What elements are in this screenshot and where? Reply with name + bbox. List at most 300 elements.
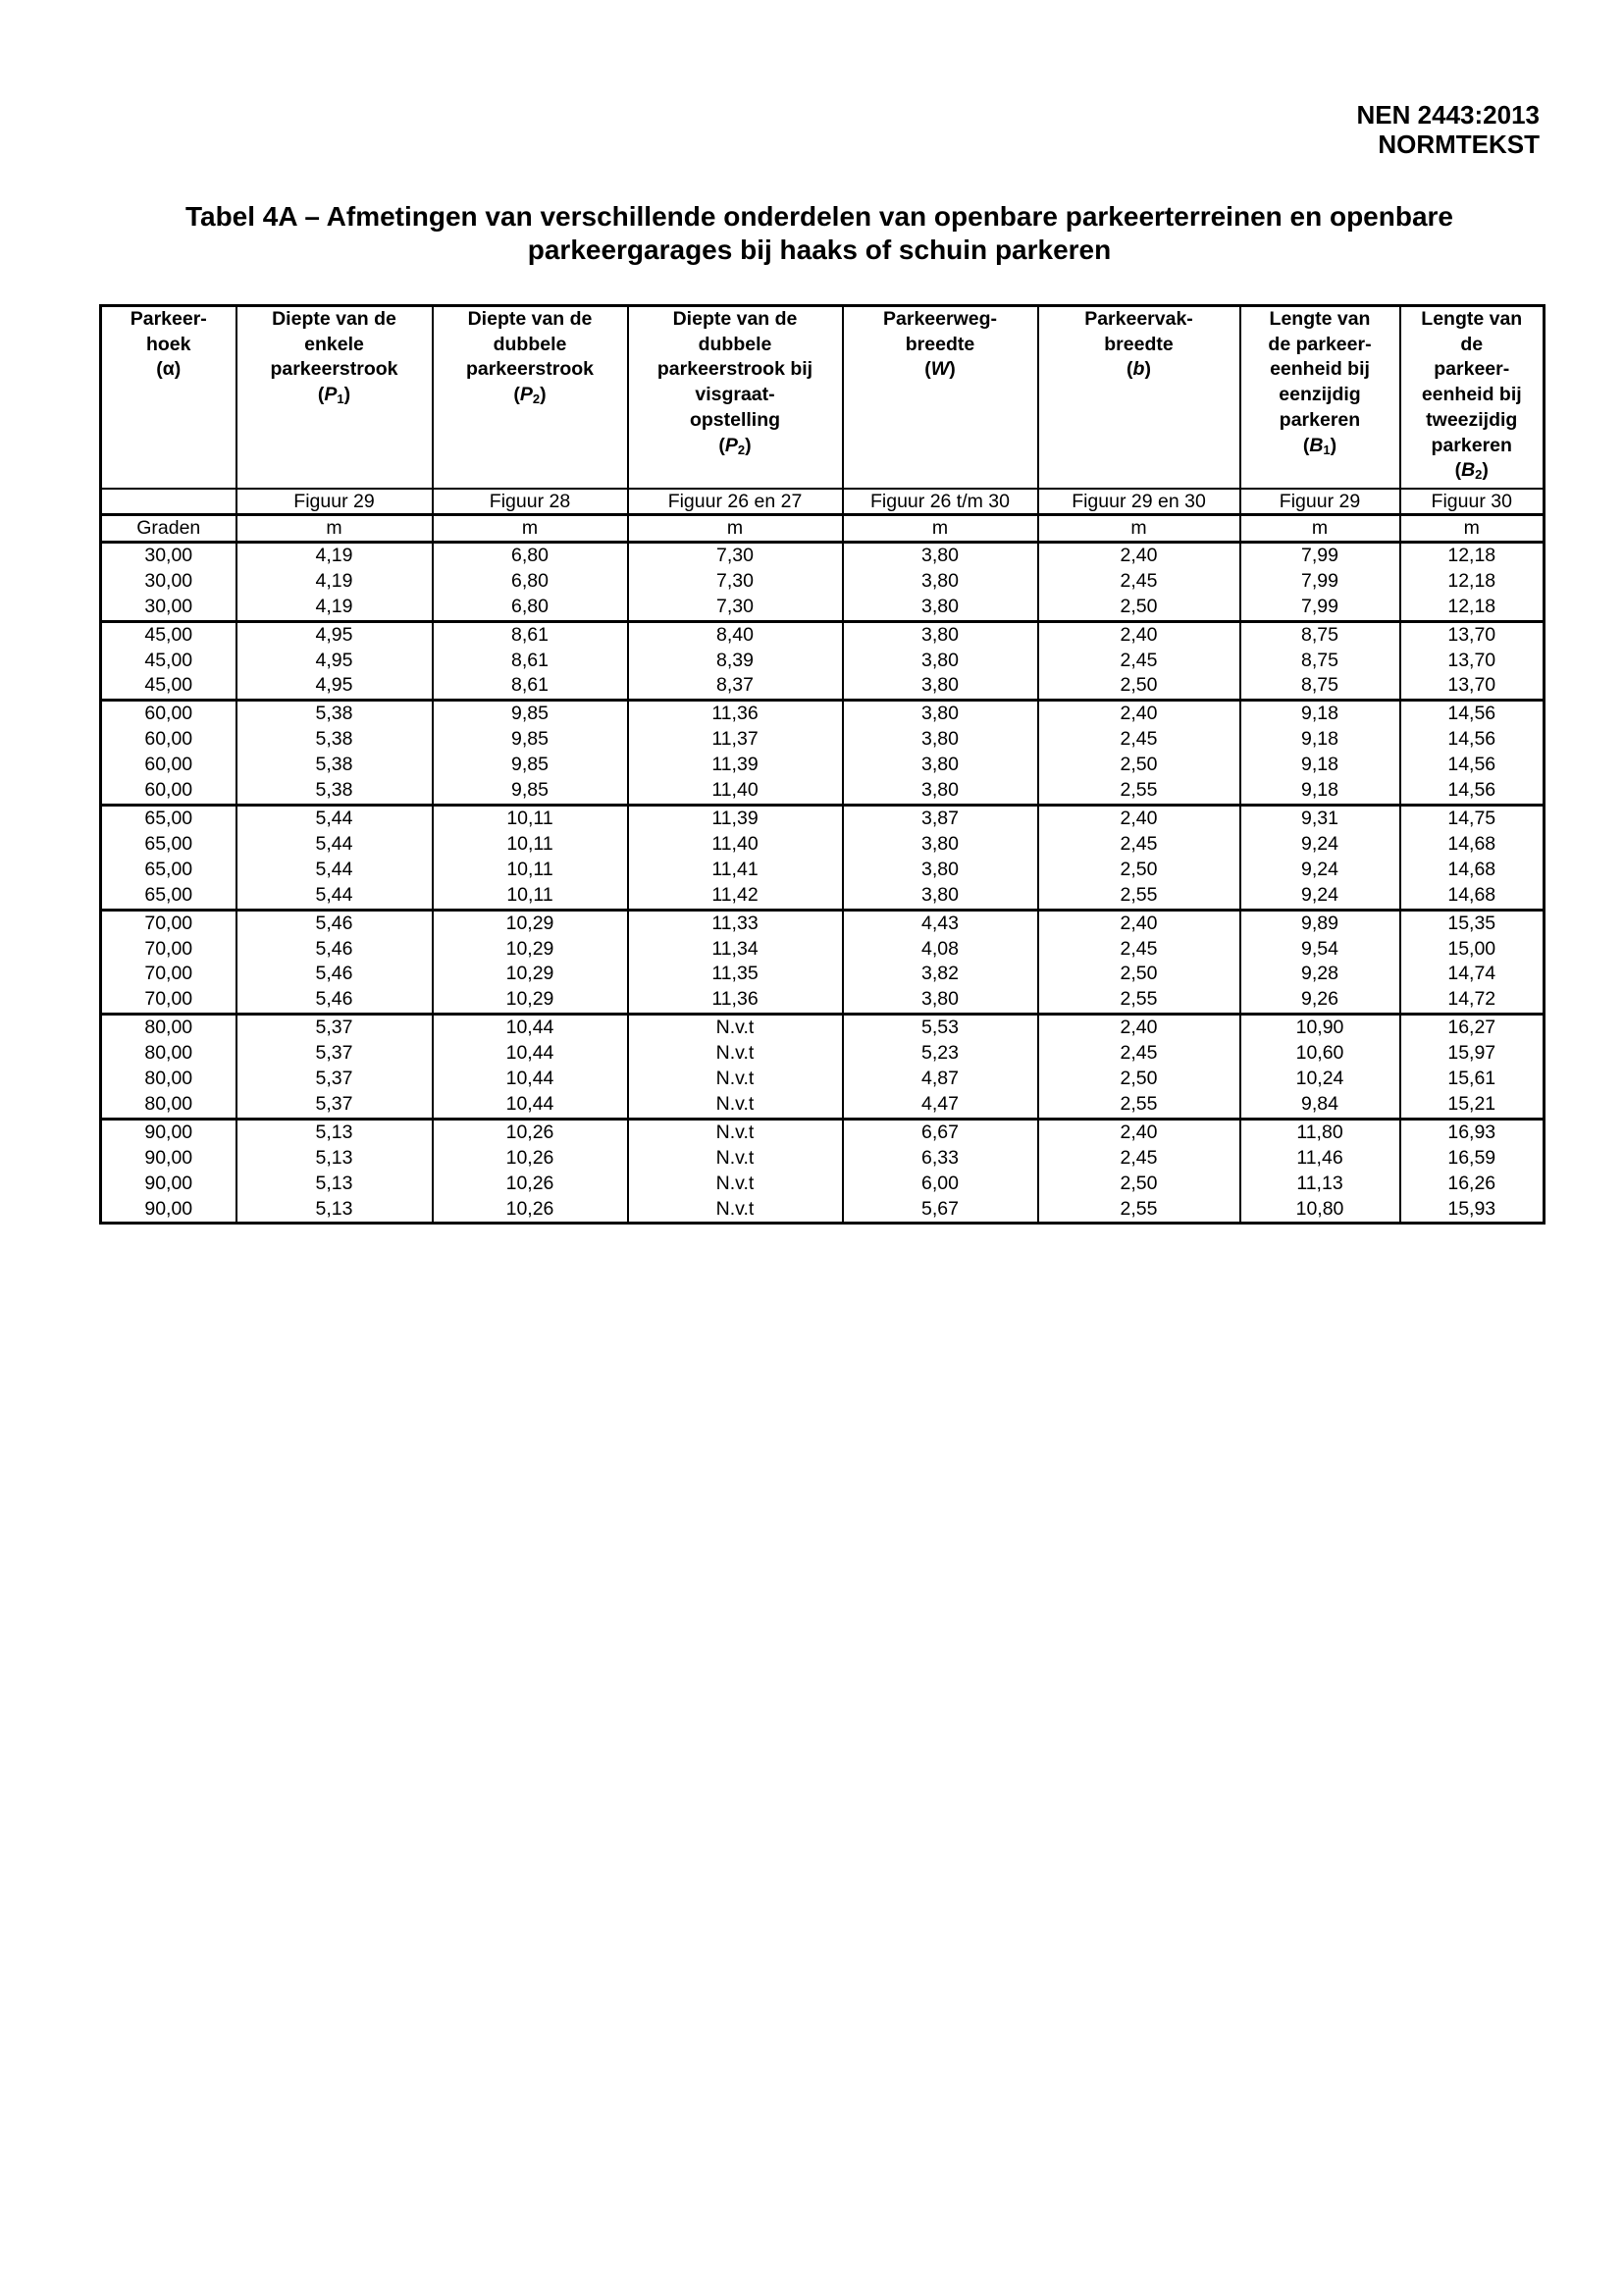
table-cell: 8,37 bbox=[628, 673, 843, 700]
column-header bbox=[1038, 306, 1240, 489]
table-cell: 9,85 bbox=[433, 778, 628, 805]
angle-group bbox=[101, 701, 1545, 806]
column-header-line: breedte bbox=[1104, 333, 1174, 355]
table-cell: 45,00 bbox=[101, 621, 236, 648]
table-cell: 11,36 bbox=[628, 987, 843, 1014]
table-cell: 2,45 bbox=[1038, 937, 1240, 963]
table-cell: 15,35 bbox=[1400, 910, 1545, 936]
table-cell: 90,00 bbox=[101, 1172, 236, 1197]
table-cell: 60,00 bbox=[101, 727, 236, 753]
table-cell: 2,45 bbox=[1038, 1041, 1240, 1067]
table-cell: 5,67 bbox=[843, 1197, 1038, 1224]
table-cell: 11,36 bbox=[628, 701, 843, 727]
dimensions-table bbox=[99, 304, 1545, 1225]
table-cell: 3,80 bbox=[843, 753, 1038, 778]
unit-label: m bbox=[1400, 514, 1545, 542]
table-cell: N.v.t bbox=[628, 1146, 843, 1172]
normtekst-label: NORMTEKST bbox=[1378, 130, 1540, 159]
table-cell: 3,80 bbox=[843, 727, 1038, 753]
table-cell: 5,13 bbox=[236, 1119, 433, 1145]
table-cell: 2,45 bbox=[1038, 649, 1240, 674]
column-header-line: dubbele bbox=[698, 333, 772, 355]
table-cell: N.v.t bbox=[628, 1015, 843, 1041]
table-cell: 10,90 bbox=[1240, 1015, 1400, 1041]
table-cell: 3,87 bbox=[843, 805, 1038, 831]
table-cell: 6,80 bbox=[433, 595, 628, 621]
table-cell: 9,26 bbox=[1240, 987, 1400, 1014]
table-cell: 2,40 bbox=[1038, 1119, 1240, 1145]
table-cell: 15,21 bbox=[1400, 1092, 1545, 1119]
table-row bbox=[101, 832, 1545, 858]
table-cell: N.v.t bbox=[628, 1041, 843, 1067]
figure-reference bbox=[101, 489, 236, 515]
column-header-line: parkeerstrook bij bbox=[656, 358, 813, 381]
angle-group bbox=[101, 910, 1545, 1015]
table-cell: 4,87 bbox=[843, 1067, 1038, 1092]
table-cell: 70,00 bbox=[101, 937, 236, 963]
table-cell: 8,75 bbox=[1240, 621, 1400, 648]
table-cell: 9,54 bbox=[1240, 937, 1400, 963]
table-cell: 10,11 bbox=[433, 858, 628, 883]
table-cell: 45,00 bbox=[101, 673, 236, 700]
table-cell: 3,80 bbox=[843, 569, 1038, 595]
table-cell: 9,24 bbox=[1240, 832, 1400, 858]
table-cell: 3,80 bbox=[843, 858, 1038, 883]
table-cell: N.v.t bbox=[628, 1172, 843, 1197]
column-header-line: parkeerstrook bbox=[270, 358, 398, 381]
table-cell: 13,70 bbox=[1400, 649, 1545, 674]
table-row bbox=[101, 910, 1545, 936]
table-cell: 4,19 bbox=[236, 569, 433, 595]
table-cell: 6,80 bbox=[433, 542, 628, 568]
table-cell: 60,00 bbox=[101, 753, 236, 778]
column-header-line: parkeren bbox=[1431, 434, 1512, 456]
table-cell: 3,80 bbox=[843, 778, 1038, 805]
unit-label: m bbox=[1240, 514, 1400, 542]
table-cell: 16,27 bbox=[1400, 1015, 1545, 1041]
table-row bbox=[101, 1119, 1545, 1145]
table-cell: 7,99 bbox=[1240, 542, 1400, 568]
table-cell: 11,80 bbox=[1240, 1119, 1400, 1145]
table-cell: 10,26 bbox=[433, 1172, 628, 1197]
table-cell: 5,38 bbox=[236, 778, 433, 805]
column-header-line: parkeerstrook bbox=[465, 358, 595, 381]
table-cell: 5,37 bbox=[236, 1092, 433, 1119]
table-row bbox=[101, 701, 1545, 727]
table-cell: 6,67 bbox=[843, 1119, 1038, 1145]
table-cell: 7,99 bbox=[1240, 569, 1400, 595]
table-cell: 2,50 bbox=[1038, 753, 1240, 778]
table-cell: 9,85 bbox=[433, 701, 628, 727]
column-symbol: $(P_2)$ bbox=[718, 434, 752, 457]
table-cell: 5,13 bbox=[236, 1172, 433, 1197]
table-cell: 9,84 bbox=[1240, 1092, 1400, 1119]
column-symbol: (α) bbox=[156, 358, 182, 381]
table-cell: 45,00 bbox=[101, 649, 236, 674]
table-cell: 10,26 bbox=[433, 1119, 628, 1145]
table-cell: 9,89 bbox=[1240, 910, 1400, 936]
table-cell: 14,56 bbox=[1400, 701, 1545, 727]
table-cell: 8,39 bbox=[628, 649, 843, 674]
table-cell: 11,34 bbox=[628, 937, 843, 963]
table-cell: 14,72 bbox=[1400, 987, 1545, 1014]
table-cell: 12,18 bbox=[1400, 542, 1545, 568]
table-row bbox=[101, 1092, 1545, 1119]
table-cell: 9,18 bbox=[1240, 701, 1400, 727]
table-cell: 4,19 bbox=[236, 542, 433, 568]
unit-label: m bbox=[433, 514, 628, 542]
table-cell: 10,11 bbox=[433, 832, 628, 858]
table-cell: 2,55 bbox=[1038, 1197, 1240, 1224]
table-cell: 2,55 bbox=[1038, 778, 1240, 805]
table-cell: 2,40 bbox=[1038, 621, 1240, 648]
table-cell: 10,11 bbox=[433, 883, 628, 910]
column-header-line: Parkeervak- bbox=[1084, 308, 1193, 330]
column-symbol: $(P_1)$ bbox=[317, 384, 351, 407]
table-cell: 11,33 bbox=[628, 910, 843, 936]
table-cell: 10,80 bbox=[1240, 1197, 1400, 1224]
unit-label: Graden bbox=[101, 514, 236, 542]
table-cell: 80,00 bbox=[101, 1041, 236, 1067]
column-header-line: eenzijdig bbox=[1279, 384, 1361, 406]
table-cell: 2,40 bbox=[1038, 701, 1240, 727]
column-header bbox=[1240, 306, 1400, 489]
table-cell: 9,24 bbox=[1240, 858, 1400, 883]
table-cell: 30,00 bbox=[101, 569, 236, 595]
table-cell: 3,80 bbox=[843, 542, 1038, 568]
table-row bbox=[101, 1067, 1545, 1092]
table-cell: 5,44 bbox=[236, 858, 433, 883]
table-cell: 13,70 bbox=[1400, 621, 1545, 648]
table-cell: 5,13 bbox=[236, 1197, 433, 1224]
table-cell: 65,00 bbox=[101, 805, 236, 831]
table-cell: 16,59 bbox=[1400, 1146, 1545, 1172]
table-cell: 15,00 bbox=[1400, 937, 1545, 963]
column-symbol: $(P_2)$ bbox=[513, 384, 547, 407]
table-cell: 65,00 bbox=[101, 883, 236, 910]
table-cell: 4,95 bbox=[236, 673, 433, 700]
table-cell: 2,40 bbox=[1038, 542, 1240, 568]
table-row bbox=[101, 778, 1545, 805]
table-cell: 60,00 bbox=[101, 778, 236, 805]
figure-reference: Figuur 29 en 30 bbox=[1038, 489, 1240, 515]
table-cell: 2,40 bbox=[1038, 910, 1240, 936]
column-header-line: visgraat- bbox=[695, 384, 775, 406]
table-cell: 5,46 bbox=[236, 937, 433, 963]
table-row bbox=[101, 1146, 1545, 1172]
table-row bbox=[101, 727, 1545, 753]
column-header-line: parkeer- bbox=[1434, 358, 1510, 381]
table-cell: 8,75 bbox=[1240, 673, 1400, 700]
table-row bbox=[101, 883, 1545, 910]
table-cell: 60,00 bbox=[101, 701, 236, 727]
unit-label: m bbox=[1038, 514, 1240, 542]
table-cell: 2,50 bbox=[1038, 673, 1240, 700]
table-cell: 11,39 bbox=[628, 753, 843, 778]
table-cell: 5,46 bbox=[236, 910, 433, 936]
table-row bbox=[101, 673, 1545, 700]
table-cell: 11,46 bbox=[1240, 1146, 1400, 1172]
table-cell: 6,33 bbox=[843, 1146, 1038, 1172]
table-cell: 4,19 bbox=[236, 595, 433, 621]
table-cell: 4,08 bbox=[843, 937, 1038, 963]
table-cell: N.v.t bbox=[628, 1067, 843, 1092]
table-cell: 10,11 bbox=[433, 805, 628, 831]
table-cell: 5,53 bbox=[843, 1015, 1038, 1041]
header-row bbox=[101, 306, 1545, 489]
table-cell: 10,44 bbox=[433, 1041, 628, 1067]
column-header-line: hoek bbox=[145, 333, 191, 355]
table-cell: 16,26 bbox=[1400, 1172, 1545, 1197]
table-cell: 4,95 bbox=[236, 649, 433, 674]
table-cell: 14,56 bbox=[1400, 778, 1545, 805]
table-row bbox=[101, 1041, 1545, 1067]
table-row bbox=[101, 595, 1545, 621]
table-cell: 5,44 bbox=[236, 805, 433, 831]
column-header-line: opstelling bbox=[689, 408, 781, 431]
table-cell: 2,45 bbox=[1038, 1146, 1240, 1172]
column-header bbox=[1400, 306, 1545, 489]
table-cell: 2,50 bbox=[1038, 1067, 1240, 1092]
column-header-line: Parkeerweg- bbox=[883, 308, 997, 330]
angle-group bbox=[101, 542, 1545, 621]
column-header-line: parkeren bbox=[1279, 408, 1361, 431]
table-cell: 65,00 bbox=[101, 858, 236, 883]
table-cell: 3,80 bbox=[843, 621, 1038, 648]
table-cell: 5,37 bbox=[236, 1041, 433, 1067]
table-cell: 5,44 bbox=[236, 883, 433, 910]
column-header-line: enkele bbox=[304, 333, 364, 355]
table-cell: 11,42 bbox=[628, 883, 843, 910]
table-cell: 10,26 bbox=[433, 1146, 628, 1172]
table-cell: 3,80 bbox=[843, 701, 1038, 727]
table-cell: 10,44 bbox=[433, 1067, 628, 1092]
table-cell: 10,26 bbox=[433, 1197, 628, 1224]
table-cell: 2,50 bbox=[1038, 595, 1240, 621]
column-header-line: breedte bbox=[905, 333, 975, 355]
table-cell: 5,37 bbox=[236, 1067, 433, 1092]
table-cell: 5,44 bbox=[236, 832, 433, 858]
table-cell: 4,43 bbox=[843, 910, 1038, 936]
column-header bbox=[628, 306, 843, 489]
column-symbol: (W) bbox=[924, 358, 956, 381]
table-cell: 90,00 bbox=[101, 1146, 236, 1172]
table-cell: 80,00 bbox=[101, 1067, 236, 1092]
table-cell: 5,23 bbox=[843, 1041, 1038, 1067]
table-cell: 6,00 bbox=[843, 1172, 1038, 1197]
table-cell: 14,56 bbox=[1400, 727, 1545, 753]
table-cell: 11,39 bbox=[628, 805, 843, 831]
table-cell: 30,00 bbox=[101, 542, 236, 568]
table-cell: 30,00 bbox=[101, 595, 236, 621]
table-row bbox=[101, 805, 1545, 831]
table-cell: 11,35 bbox=[628, 962, 843, 987]
table-cell: N.v.t bbox=[628, 1092, 843, 1119]
table-cell: 5,38 bbox=[236, 753, 433, 778]
table-row bbox=[101, 542, 1545, 568]
table-cell: 5,38 bbox=[236, 701, 433, 727]
table-cell: 14,68 bbox=[1400, 883, 1545, 910]
table-cell: 2,50 bbox=[1038, 858, 1240, 883]
table-row bbox=[101, 858, 1545, 883]
column-header-line: de bbox=[1460, 333, 1484, 355]
table-row bbox=[101, 621, 1545, 648]
angle-group bbox=[101, 805, 1545, 910]
column-header bbox=[843, 306, 1038, 489]
table-row bbox=[101, 1172, 1545, 1197]
column-header-line: Diepte van de bbox=[672, 308, 798, 330]
table-cell: 9,18 bbox=[1240, 778, 1400, 805]
table-row bbox=[101, 753, 1545, 778]
table-cell: 3,80 bbox=[843, 832, 1038, 858]
column-header-line: tweezijdig bbox=[1426, 408, 1518, 431]
figure-reference-row bbox=[101, 489, 1545, 515]
table-row bbox=[101, 569, 1545, 595]
table-row bbox=[101, 1197, 1545, 1224]
table-cell: 11,41 bbox=[628, 858, 843, 883]
table-title-line-1: Tabel 4A – Afmetingen van verschillende onderdelen van openbare parkeerterreinen en openbare bbox=[184, 201, 1454, 232]
table-cell: 10,24 bbox=[1240, 1067, 1400, 1092]
table-cell: 11,40 bbox=[628, 778, 843, 805]
table-cell: 10,29 bbox=[433, 962, 628, 987]
table-cell: 70,00 bbox=[101, 987, 236, 1014]
table-cell: 16,93 bbox=[1400, 1119, 1545, 1145]
column-header bbox=[101, 306, 236, 489]
unit-row bbox=[101, 514, 1545, 542]
table-cell: 14,75 bbox=[1400, 805, 1545, 831]
table-row bbox=[101, 1015, 1545, 1041]
table-cell: 14,68 bbox=[1400, 858, 1545, 883]
table-row bbox=[101, 987, 1545, 1014]
table-cell: 7,30 bbox=[628, 595, 843, 621]
column-header-line: eenheid bij bbox=[1270, 358, 1370, 381]
table-cell: 5,37 bbox=[236, 1015, 433, 1041]
figure-reference: Figuur 30 bbox=[1400, 489, 1545, 515]
table-cell: 9,31 bbox=[1240, 805, 1400, 831]
column-header-line: de parkeer- bbox=[1268, 333, 1372, 355]
column-header-line: dubbele bbox=[493, 333, 567, 355]
table-title bbox=[88, 200, 1550, 267]
table-cell: 2,50 bbox=[1038, 962, 1240, 987]
table-cell: 7,30 bbox=[628, 542, 843, 568]
table-cell: 8,61 bbox=[433, 673, 628, 700]
table-row bbox=[101, 937, 1545, 963]
table-cell: 2,55 bbox=[1038, 987, 1240, 1014]
column-symbol: (b) bbox=[1126, 358, 1151, 381]
standard-number: NEN 2443:2013 bbox=[1356, 100, 1540, 130]
column-header-line: Diepte van de bbox=[467, 308, 593, 330]
table-cell: 2,45 bbox=[1038, 569, 1240, 595]
figure-reference: Figuur 28 bbox=[433, 489, 628, 515]
table-cell: 70,00 bbox=[101, 962, 236, 987]
table-cell: 15,93 bbox=[1400, 1197, 1545, 1224]
table-cell: 7,30 bbox=[628, 569, 843, 595]
table-cell: 2,45 bbox=[1038, 832, 1240, 858]
table-cell: 9,28 bbox=[1240, 962, 1400, 987]
unit-label: m bbox=[628, 514, 843, 542]
table-cell: 10,29 bbox=[433, 910, 628, 936]
table-cell: 9,18 bbox=[1240, 727, 1400, 753]
table-cell: 4,47 bbox=[843, 1092, 1038, 1119]
table-cell: 14,74 bbox=[1400, 962, 1545, 987]
table-title-line-2: parkeergarages bij haaks of schuin parkeren bbox=[527, 235, 1112, 265]
table-cell: 6,80 bbox=[433, 569, 628, 595]
column-header-line: Lengte van bbox=[1421, 308, 1523, 330]
table-cell: 10,29 bbox=[433, 987, 628, 1014]
table-cell: 3,80 bbox=[843, 883, 1038, 910]
table-cell: 15,61 bbox=[1400, 1067, 1545, 1092]
column-header bbox=[433, 306, 628, 489]
table-cell: 90,00 bbox=[101, 1119, 236, 1145]
unit-label: m bbox=[843, 514, 1038, 542]
document-header bbox=[1357, 100, 1540, 159]
table-cell: 90,00 bbox=[101, 1197, 236, 1224]
table-cell: N.v.t bbox=[628, 1119, 843, 1145]
table-row bbox=[101, 962, 1545, 987]
table-cell: 12,18 bbox=[1400, 569, 1545, 595]
table-cell: 9,85 bbox=[433, 727, 628, 753]
table-cell: 7,99 bbox=[1240, 595, 1400, 621]
table-cell: 11,37 bbox=[628, 727, 843, 753]
table-cell: 10,60 bbox=[1240, 1041, 1400, 1067]
figure-reference: Figuur 26 en 27 bbox=[628, 489, 843, 515]
column-header-line: Diepte van de bbox=[272, 308, 396, 330]
table-cell: 2,55 bbox=[1038, 1092, 1240, 1119]
table-cell: 8,40 bbox=[628, 621, 843, 648]
table-cell: 5,46 bbox=[236, 987, 433, 1014]
table-row bbox=[101, 649, 1545, 674]
table-cell: 3,80 bbox=[843, 673, 1038, 700]
column-symbol: $(B_1)$ bbox=[1302, 434, 1337, 457]
table-cell: 11,13 bbox=[1240, 1172, 1400, 1197]
table-cell: 10,29 bbox=[433, 937, 628, 963]
table-cell: 65,00 bbox=[101, 832, 236, 858]
figure-reference: Figuur 26 t/m 30 bbox=[843, 489, 1038, 515]
table-cell: 14,68 bbox=[1400, 832, 1545, 858]
table-cell: 3,80 bbox=[843, 987, 1038, 1014]
column-header bbox=[236, 306, 433, 489]
table-cell: 70,00 bbox=[101, 910, 236, 936]
table-cell: 8,61 bbox=[433, 649, 628, 674]
table-cell: 2,40 bbox=[1038, 1015, 1240, 1041]
figure-reference: Figuur 29 bbox=[236, 489, 433, 515]
table-cell: 4,95 bbox=[236, 621, 433, 648]
table-cell: 80,00 bbox=[101, 1092, 236, 1119]
table-cell: 5,13 bbox=[236, 1146, 433, 1172]
table-cell: 15,97 bbox=[1400, 1041, 1545, 1067]
table-cell: 9,24 bbox=[1240, 883, 1400, 910]
table-cell: 5,38 bbox=[236, 727, 433, 753]
table-cell: 2,45 bbox=[1038, 727, 1240, 753]
column-header-line: Parkeer- bbox=[130, 308, 207, 330]
table-cell: 10,44 bbox=[433, 1015, 628, 1041]
table-cell: 5,46 bbox=[236, 962, 433, 987]
angle-group bbox=[101, 621, 1545, 701]
table-cell: 8,61 bbox=[433, 621, 628, 648]
column-header-line: Lengte van bbox=[1269, 308, 1371, 330]
table-cell: 3,80 bbox=[843, 649, 1038, 674]
table-cell: 2,55 bbox=[1038, 883, 1240, 910]
table-cell: 80,00 bbox=[101, 1015, 236, 1041]
angle-group bbox=[101, 1119, 1545, 1224]
table-cell: 3,82 bbox=[843, 962, 1038, 987]
figure-reference: Figuur 29 bbox=[1240, 489, 1400, 515]
table-cell: N.v.t bbox=[628, 1197, 843, 1224]
table-cell: 9,85 bbox=[433, 753, 628, 778]
table-cell: 9,18 bbox=[1240, 753, 1400, 778]
table-cell: 3,80 bbox=[843, 595, 1038, 621]
unit-label: m bbox=[236, 514, 433, 542]
